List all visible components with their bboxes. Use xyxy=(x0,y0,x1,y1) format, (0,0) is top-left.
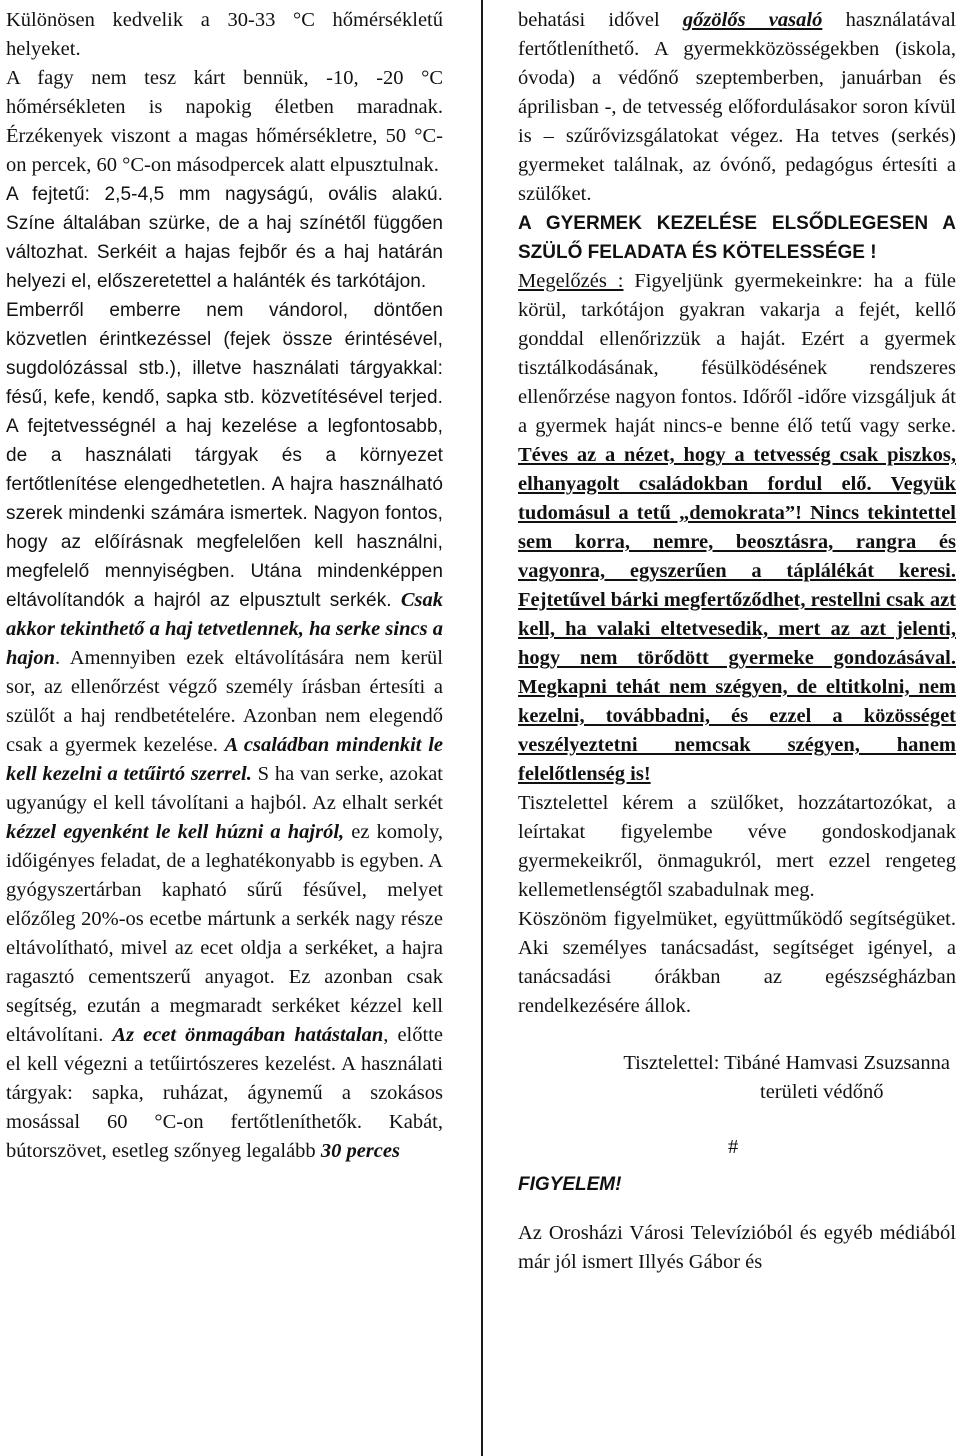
text-objects: , előtte el kell végezni a tetűirtószeres kezelést. A használati tárgyak: sapka, ruházat, ágynemű a szokásos mosással 60 °C-on fertőtleníthetők. Kabát, bútorszövet, esetleg szőnyeg legalább xyxy=(6,1024,443,1162)
text-screening: használatával fertőtleníthető. A gyermekközösségekben (iskola, óvoda) a védőnő szeptemberben, januárban és áprilisban -, de tetvesség előfordulásakor soron kívül is – szűrővizsgálatokat végez. Ha tetves (serkés) gyermeket találnak, az óvónő, pedagógus értesíti a szülőket. xyxy=(518,9,956,205)
paragraph-cold-heat-tolerance: A fagy nem tesz kárt bennük, -10, -20 °C hőmérsékleten is napokig életben maradnak. Érzékenyek viszont a magas hőmérsékletre, 50 °C-on percek, 60 °C-on másodpercek alatt elpusztulnak. xyxy=(6,67,443,176)
paragraph-thanks: Köszönöm figyelmüket, együttműködő segítségüket. Aki személyes tanácsadást, segítséget igényel, a tanácsadási órákban az egészségházban rendelkezésére állok. xyxy=(518,908,956,1017)
text-emphasis-misconception: Téves az a nézet, hogy a tetvesség csak piszkos, elhanyagolt családokban fordul elő. Vegyük tudomásul a tetű „demokrata”! Nincs tekintettel sem korra, nemre, beosztásra, rangra és vagyonra, egyszerűen a táplálékát keresi. Fejtetűvel bárki megfertőződhet, restellni csak azt kell, ha valaki eltetvesedik, mert az azt jelenti, hogy nem törődött gyermeke gondozásával. Megkapni tehát nem szégyen, de eltitkolni, nem kezelni, továbbadni, és ezzel a közösséget veszélyeztetni nemcsak szégyen, hanem felelőtlenség is! xyxy=(518,444,956,785)
text-prevention: Figyeljünk gyermekeinkre: ha a füle körül, tarkótájon gyakran vakarja a fejét, kellő gonddal ellenőrizzük a haját. Ezért a gyermek tisztálkodásának, fésülködésének rendszeres ellenőrzése nagyon fontos. Időről -időre vizsgáljuk át a gyermek haját nincs-e benne élő tetű vagy serke. xyxy=(518,270,956,437)
paragraph-prevention xyxy=(518,267,956,789)
signature-name: Tisztelettel: Tibáné Hamvasi Zsuzsanna xyxy=(623,1052,950,1074)
heading-parent-responsibility: A GYERMEK KEZELÉSE ELSŐDLEGESEN A SZÜLŐ FELADATA ÉS KÖTELESSÉGE ! xyxy=(518,213,956,263)
heading-attention: FIGYELEM! xyxy=(518,1174,622,1195)
text-emphasis-steam-iron: gőzölős vasaló xyxy=(682,9,823,31)
paragraph-disinfection-screening xyxy=(518,6,956,209)
right-column xyxy=(518,6,956,1277)
text-emphasis-vinegar: Az ecet önmagában hatástalan xyxy=(112,1024,384,1046)
text-spread: Emberről emberre nem vándorol, döntően közvetlen érintkezéssel (fejek össze érintésével, sugdolózással stb.), illetve használati tárgyakkal: fésű, kefe, kendő, sapka stb. közvetítésével terjed. A fejtetvességnél a haj kezelése a legfontosabb, de a használati tárgyak és a környezet fertőtlenítése elengedhetetlen. A hajra használható szerek mindenki számára ismertek. Nagyon fontos, hogy az előírásnak megfelelően kell használni, megfelelő mennyiségben. Utána mindenképpen eltávolítandók a hajról az elpusztult serkék. xyxy=(6,300,443,611)
section-separator: # xyxy=(728,1136,739,1158)
left-column xyxy=(6,6,443,1166)
paragraph-temperature-preference: Különösen kedvelik a 30-33 °C hőmérsékletű helyeket. xyxy=(6,9,443,60)
paragraph-announcement: Az Orosházi Városi Televízióból és egyéb médiából már jól ismert Illyés Gábor és xyxy=(518,1222,956,1273)
text-nits: S ha van serke, azokat ugyanúgy el kell távolítani a hajból. Az elhalt serkét xyxy=(6,763,444,814)
column-divider xyxy=(481,0,483,1456)
text-comb-vinegar: ez komoly, időigényes feladat, de a leghatékonyabb is egyben. A gyógyszertárban kapható sűrű fésűvel, melyet előzőleg 20%-os ecetbe mártunk a serkék nagy része eltávolítható, mivel az ecet oldja a serkéket, a hajra ragasztó cementszerű anyagot. Ez azonban csak segítség, ezután a megmaradt serkéket kézzel kell eltávolítani. xyxy=(6,821,443,1046)
paragraph-spread-and-treatment xyxy=(6,296,443,1166)
label-prevention: Megelőzés : xyxy=(518,270,624,292)
text-exposure: behatási idővel xyxy=(518,9,683,31)
text-emphasis-lice-free: Csak akkor tekinthető a haj tetvetlennek, ha serke sincs a hajon xyxy=(6,589,443,669)
text-emphasis-family: A családban mindenkit le kell kezelni a tetűirtó szerrel. xyxy=(6,734,443,785)
text-emphasis-30-minutes: 30 perces xyxy=(320,1140,400,1162)
paragraph-louse-description: A fejtetű: 2,5-4,5 mm nagyságú, ovális alakú. Színe általában szürke, de a haj színétől függően változhat. Serkéit a hajas fejbőr és a haj határán helyezi el, előszeretettel a halánték és tarkótájon. xyxy=(6,184,443,292)
text-emphasis-by-hand: kézzel egyenként le kell húzni a hajról, xyxy=(6,821,345,843)
text-removal: . Amennyiben ezek eltávolítására nem kerül sor, az ellenőrzést végző személy írásban értesíti a szülőt a haj rendbetételére. Azonban nem elegendő csak a gyermek kezelése. xyxy=(6,647,443,756)
signature-title: területi védőnő xyxy=(760,1081,884,1103)
paragraph-request: Tisztelettel kérem a szülőket, hozzátartozókat, a leírtakat figyelembe véve gondoskodjanak gyermekeikről, önmagukról, mert ezzel rengeteg kellemetlenségtől szabadulnak meg. xyxy=(518,792,956,901)
